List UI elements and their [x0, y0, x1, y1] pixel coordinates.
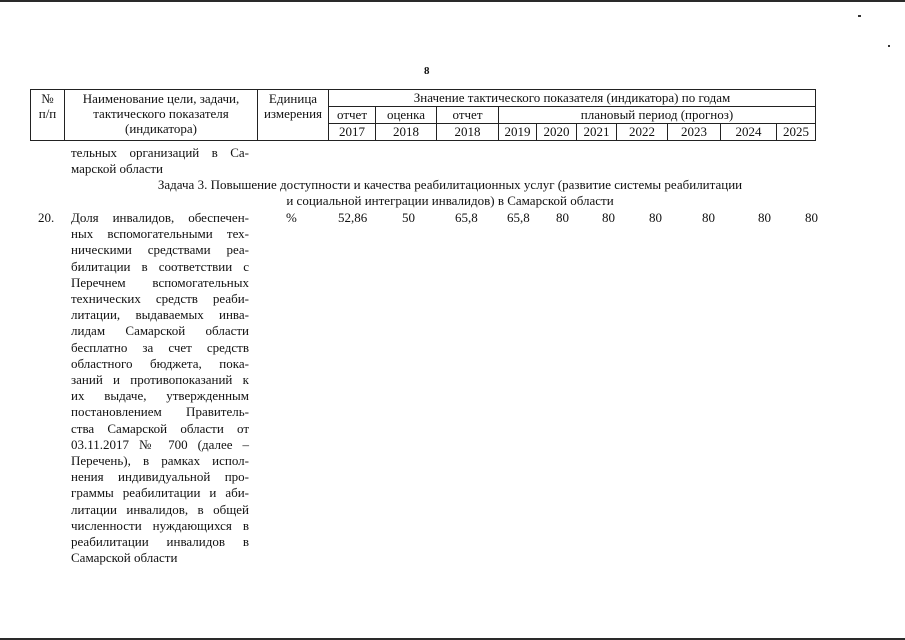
page-number: 8 — [424, 65, 430, 77]
header-name-line1: Наименование цели, задачи, — [82, 91, 240, 106]
value-2017-report: 52,86 — [338, 210, 368, 225]
continued-line: тельных организаций в Са- — [71, 145, 249, 160]
year-cell: 2024 — [721, 124, 777, 141]
task-heading — [130, 177, 770, 209]
scan-border-top — [0, 0, 905, 2]
header-plan-period: плановый период (прогноз) — [499, 107, 816, 124]
indicator-name-line: ническими средствами реа- — [71, 242, 249, 258]
header-values-title: Значение тактического показателя (индикатора) по годам — [329, 90, 816, 107]
year-cell: 2023 — [668, 124, 721, 141]
value-2025: 80 — [805, 210, 818, 225]
continued-line: марской области — [71, 161, 163, 177]
header-name-cell — [65, 90, 258, 141]
header-number-cell — [31, 90, 65, 141]
indicator-name-line: лидам Самарской области — [71, 323, 249, 339]
indicator-name-line: реабилитации инвалидов в — [71, 534, 249, 550]
value-2024: 80 — [758, 210, 771, 225]
indicator-name-line: Перечнем вспомогательных — [71, 274, 249, 290]
task-line: Задача 3. Повышение доступности и качества реабилитационных услуг (развитие системы реабилитации — [157, 177, 743, 192]
task-line: и социальной интеграции инвалидов) в Самарской области — [286, 193, 614, 208]
value-2019: 65,8 — [507, 210, 530, 225]
header-name-line2: тактического показателя — [93, 106, 229, 121]
year-cell: 2022 — [617, 124, 668, 141]
indicator-name-line: постановлением Правитель- — [71, 404, 249, 420]
value-2018-report: 65,8 — [455, 210, 478, 225]
indicator-table-header — [30, 89, 816, 141]
header-unit-line1: Единица — [268, 91, 318, 106]
scan-speck — [888, 45, 890, 47]
row-unit: % — [286, 210, 297, 225]
indicator-name-line: их выдаче, утвержденным — [71, 388, 249, 404]
indicator-name-line: Самарской области — [71, 550, 178, 566]
scan-speck — [858, 15, 861, 17]
value-2021: 80 — [602, 210, 615, 225]
year-cell: 2021 — [577, 124, 617, 141]
indicator-name-line: ных вспомогательными тех- — [71, 226, 249, 242]
indicator-name-line: 03.11.2017 № 700 (далее – — [71, 436, 249, 452]
value-2018-estimate: 50 — [402, 210, 415, 225]
indicator-name-line: бесплатно за счет средств — [71, 339, 249, 355]
year-cell: 2017 — [329, 124, 376, 141]
year-cell: 2018 — [437, 124, 499, 141]
header-estimate-2018: оценка — [376, 107, 437, 124]
value-2023: 80 — [702, 210, 715, 225]
indicator-name-line: Доля инвалидов, обеспечен- — [71, 210, 249, 225]
header-unit-line2: измерения — [263, 106, 323, 121]
value-2022: 80 — [649, 210, 662, 225]
indicator-name-line: численности нуждающихся в — [71, 517, 249, 533]
year-cell: 2019 — [499, 124, 537, 141]
indicator-name-line: нения индивидуальной про- — [71, 469, 249, 485]
header-report-2018: отчет — [437, 107, 499, 124]
row-number: 20. — [38, 210, 55, 225]
indicator-name-line: граммы реабилитации и аби- — [71, 485, 249, 501]
year-cell: 2025 — [777, 124, 816, 141]
indicator-name-line: областного бюджета, пока- — [71, 355, 249, 371]
continued-indicator-text — [71, 145, 249, 177]
header-number-line2: п/п — [38, 106, 57, 121]
header-name-line3: (индикатора) — [125, 121, 197, 136]
indicator-name-line: ства Самарской области от — [71, 420, 249, 436]
header-unit-cell — [258, 90, 329, 141]
indicator-name-line: литации инвалидов, в общей — [71, 501, 249, 517]
year-cell: 2020 — [537, 124, 577, 141]
indicator-name-line: Перечень), в рамках испол- — [71, 453, 249, 469]
indicator-name-line: литации, выдаваемых инва- — [71, 307, 249, 323]
year-cell: 2018 — [376, 124, 437, 141]
header-number-line1: № — [41, 91, 54, 106]
header-report-2017: отчет — [329, 107, 376, 124]
indicator-name-line: билитации в соответствии с — [71, 258, 249, 274]
indicator-name-text — [71, 210, 249, 566]
indicator-name-line: заний и противопоказаний к — [71, 372, 249, 388]
value-2020: 80 — [556, 210, 569, 225]
indicator-name-line: технических средств реаби- — [71, 291, 249, 307]
